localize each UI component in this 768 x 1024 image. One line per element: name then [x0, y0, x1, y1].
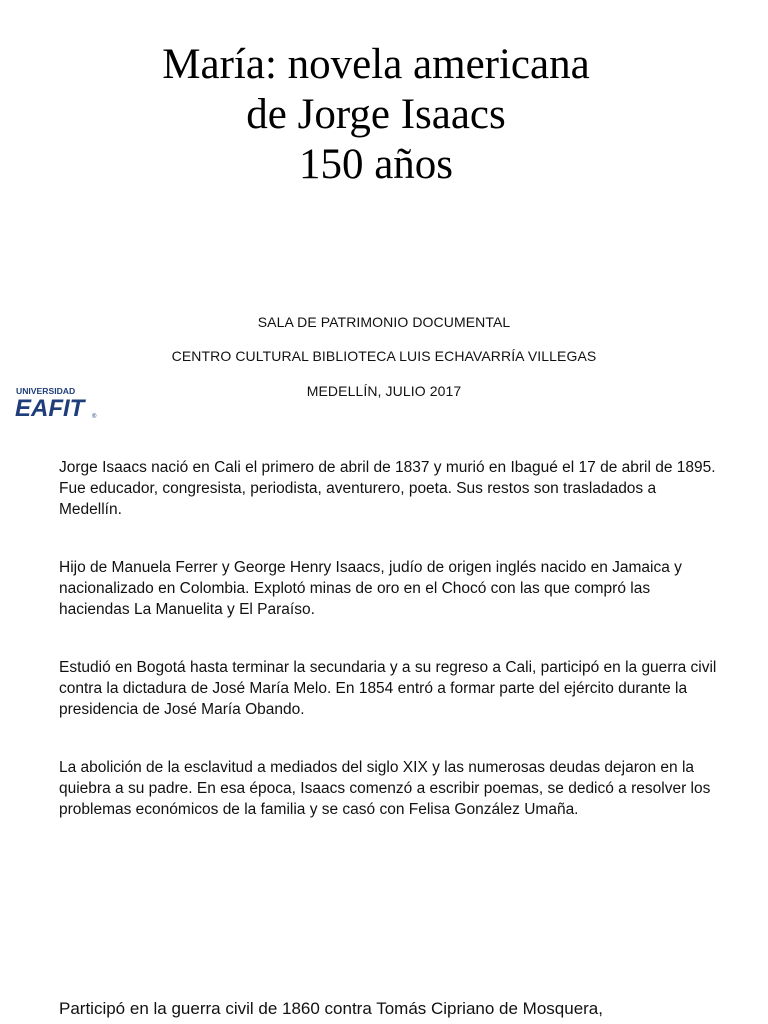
title-line-1: María: novela americana: [162, 41, 590, 88]
title-line-3: 150 años: [298, 141, 454, 188]
paragraph-5: Participó en la guerra civil de 1860 contra Tomás Cipriano de Mosquera,: [59, 999, 603, 1018]
eafit-logo-mark: [15, 385, 99, 421]
logo-registered-mark: ®: [92, 414, 97, 420]
paragraph-1: Jorge Isaacs nació en Cali el primero de abril de 1837 y murió en Ibagué el 17 de abril de 1895. Fue educador, congresista, periodista, aventurero, poeta. Sus restos son trasladados a Medellín.: [59, 459, 716, 518]
eafit-logo: [15, 385, 99, 421]
paragraph-4: La abolición de la esclavitud a mediados del siglo XIX y las numerosas deudas dejaron en la quiebra a su padre. En esa época, Isaacs comenzó a escribir poemas, se dedicó a resolver los problemas económicos de la familia y se casó con Felisa González Umaña.: [59, 759, 711, 818]
logo-main-text: EAFIT: [15, 395, 85, 421]
subheading-centro-cultural: CENTRO CULTURAL BIBLIOTECA LUIS ECHAVARRÍA VILLEGAS: [171, 348, 597, 364]
paragraph-3: Estudió en Bogotá hasta terminar la secundaria y a su regreso a Cali, participó en la guerra civil contra la dictadura de José María Melo. En 1854 entró a formar parte del ejército durante la presidencia de José María Obando.: [59, 659, 717, 718]
subheading-place-date: MEDELLÍN, JULIO 2017: [306, 383, 462, 399]
subheading-sala: SALA DE PATRIMONIO DOCUMENTAL: [257, 314, 511, 330]
title-line-2: de Jorge Isaacs: [246, 91, 506, 138]
paragraph-2: Hijo de Manuela Ferrer y George Henry Isaacs, judío de origen inglés nacido en Jamaica y nacionalizado en Colombia. Explotó minas de oro en el Chocó con las que compró las haciendas La Manuelita y El Paraíso.: [59, 559, 682, 618]
page-title: [60, 40, 692, 190]
logo-top-text: UNIVERSIDAD: [16, 386, 76, 396]
